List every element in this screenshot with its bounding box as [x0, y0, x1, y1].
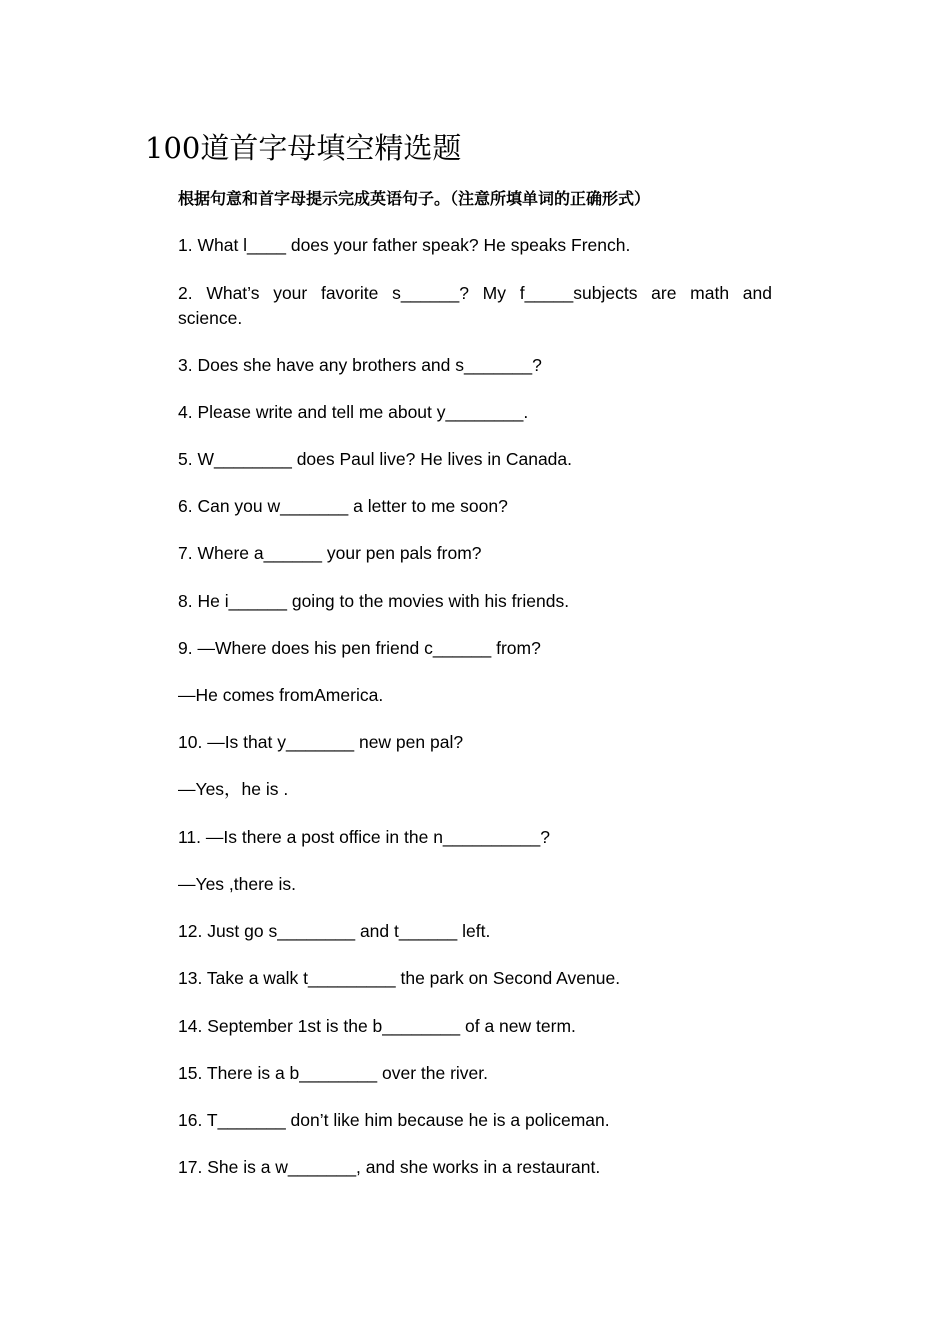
question-6: 6. Can you w_______ a letter to me soon? — [178, 496, 508, 516]
question-17: 17. She is a w_______, and she works in a restaurant. — [178, 1157, 601, 1177]
question-2: 2. What’s your favorite s______? My f_____subjects are math and science. — [178, 283, 772, 328]
question-16: 16. T_______ don’t like him because he is a policeman. — [178, 1110, 610, 1130]
document-title: 100道首字母填空精选题 — [145, 131, 462, 165]
question-1: 1. What l____ does your father speak? He speaks French. — [178, 235, 631, 255]
question-3: 3. Does she have any brothers and s_______? — [178, 355, 542, 375]
question-13: 13. Take a walk t_________ the park on Second Avenue. — [178, 968, 621, 988]
question-10: 10. —Is that y_______ new pen pal? — [178, 732, 464, 752]
question-11: 11. —Is there a post office in the n__________? — [178, 827, 550, 847]
answer-10: —Yes，he is . — [178, 779, 289, 799]
instruction-text: 根据句意和首字母提示完成英语句子。（注意所填单词的正确形式） — [178, 189, 651, 208]
question-8: 8. He i______ going to the movies with his friends. — [178, 591, 570, 611]
question-14: 14. September 1st is the b________ of a new term. — [178, 1016, 576, 1036]
question-15: 15. There is a b________ over the river. — [178, 1063, 489, 1083]
question-4: 4. Please write and tell me about y________. — [178, 402, 529, 422]
question-12: 12. Just go s________ and t______ left. — [178, 921, 491, 941]
answer-11: —Yes ,there is. — [178, 874, 297, 894]
answer-9: —He comes fromAmerica. — [178, 685, 384, 705]
question-5: 5. W________ does Paul live? He lives in Canada. — [178, 449, 572, 469]
question-9: 9. —Where does his pen friend c______ from? — [178, 638, 541, 658]
question-7: 7. Where a______ your pen pals from? — [178, 543, 482, 563]
